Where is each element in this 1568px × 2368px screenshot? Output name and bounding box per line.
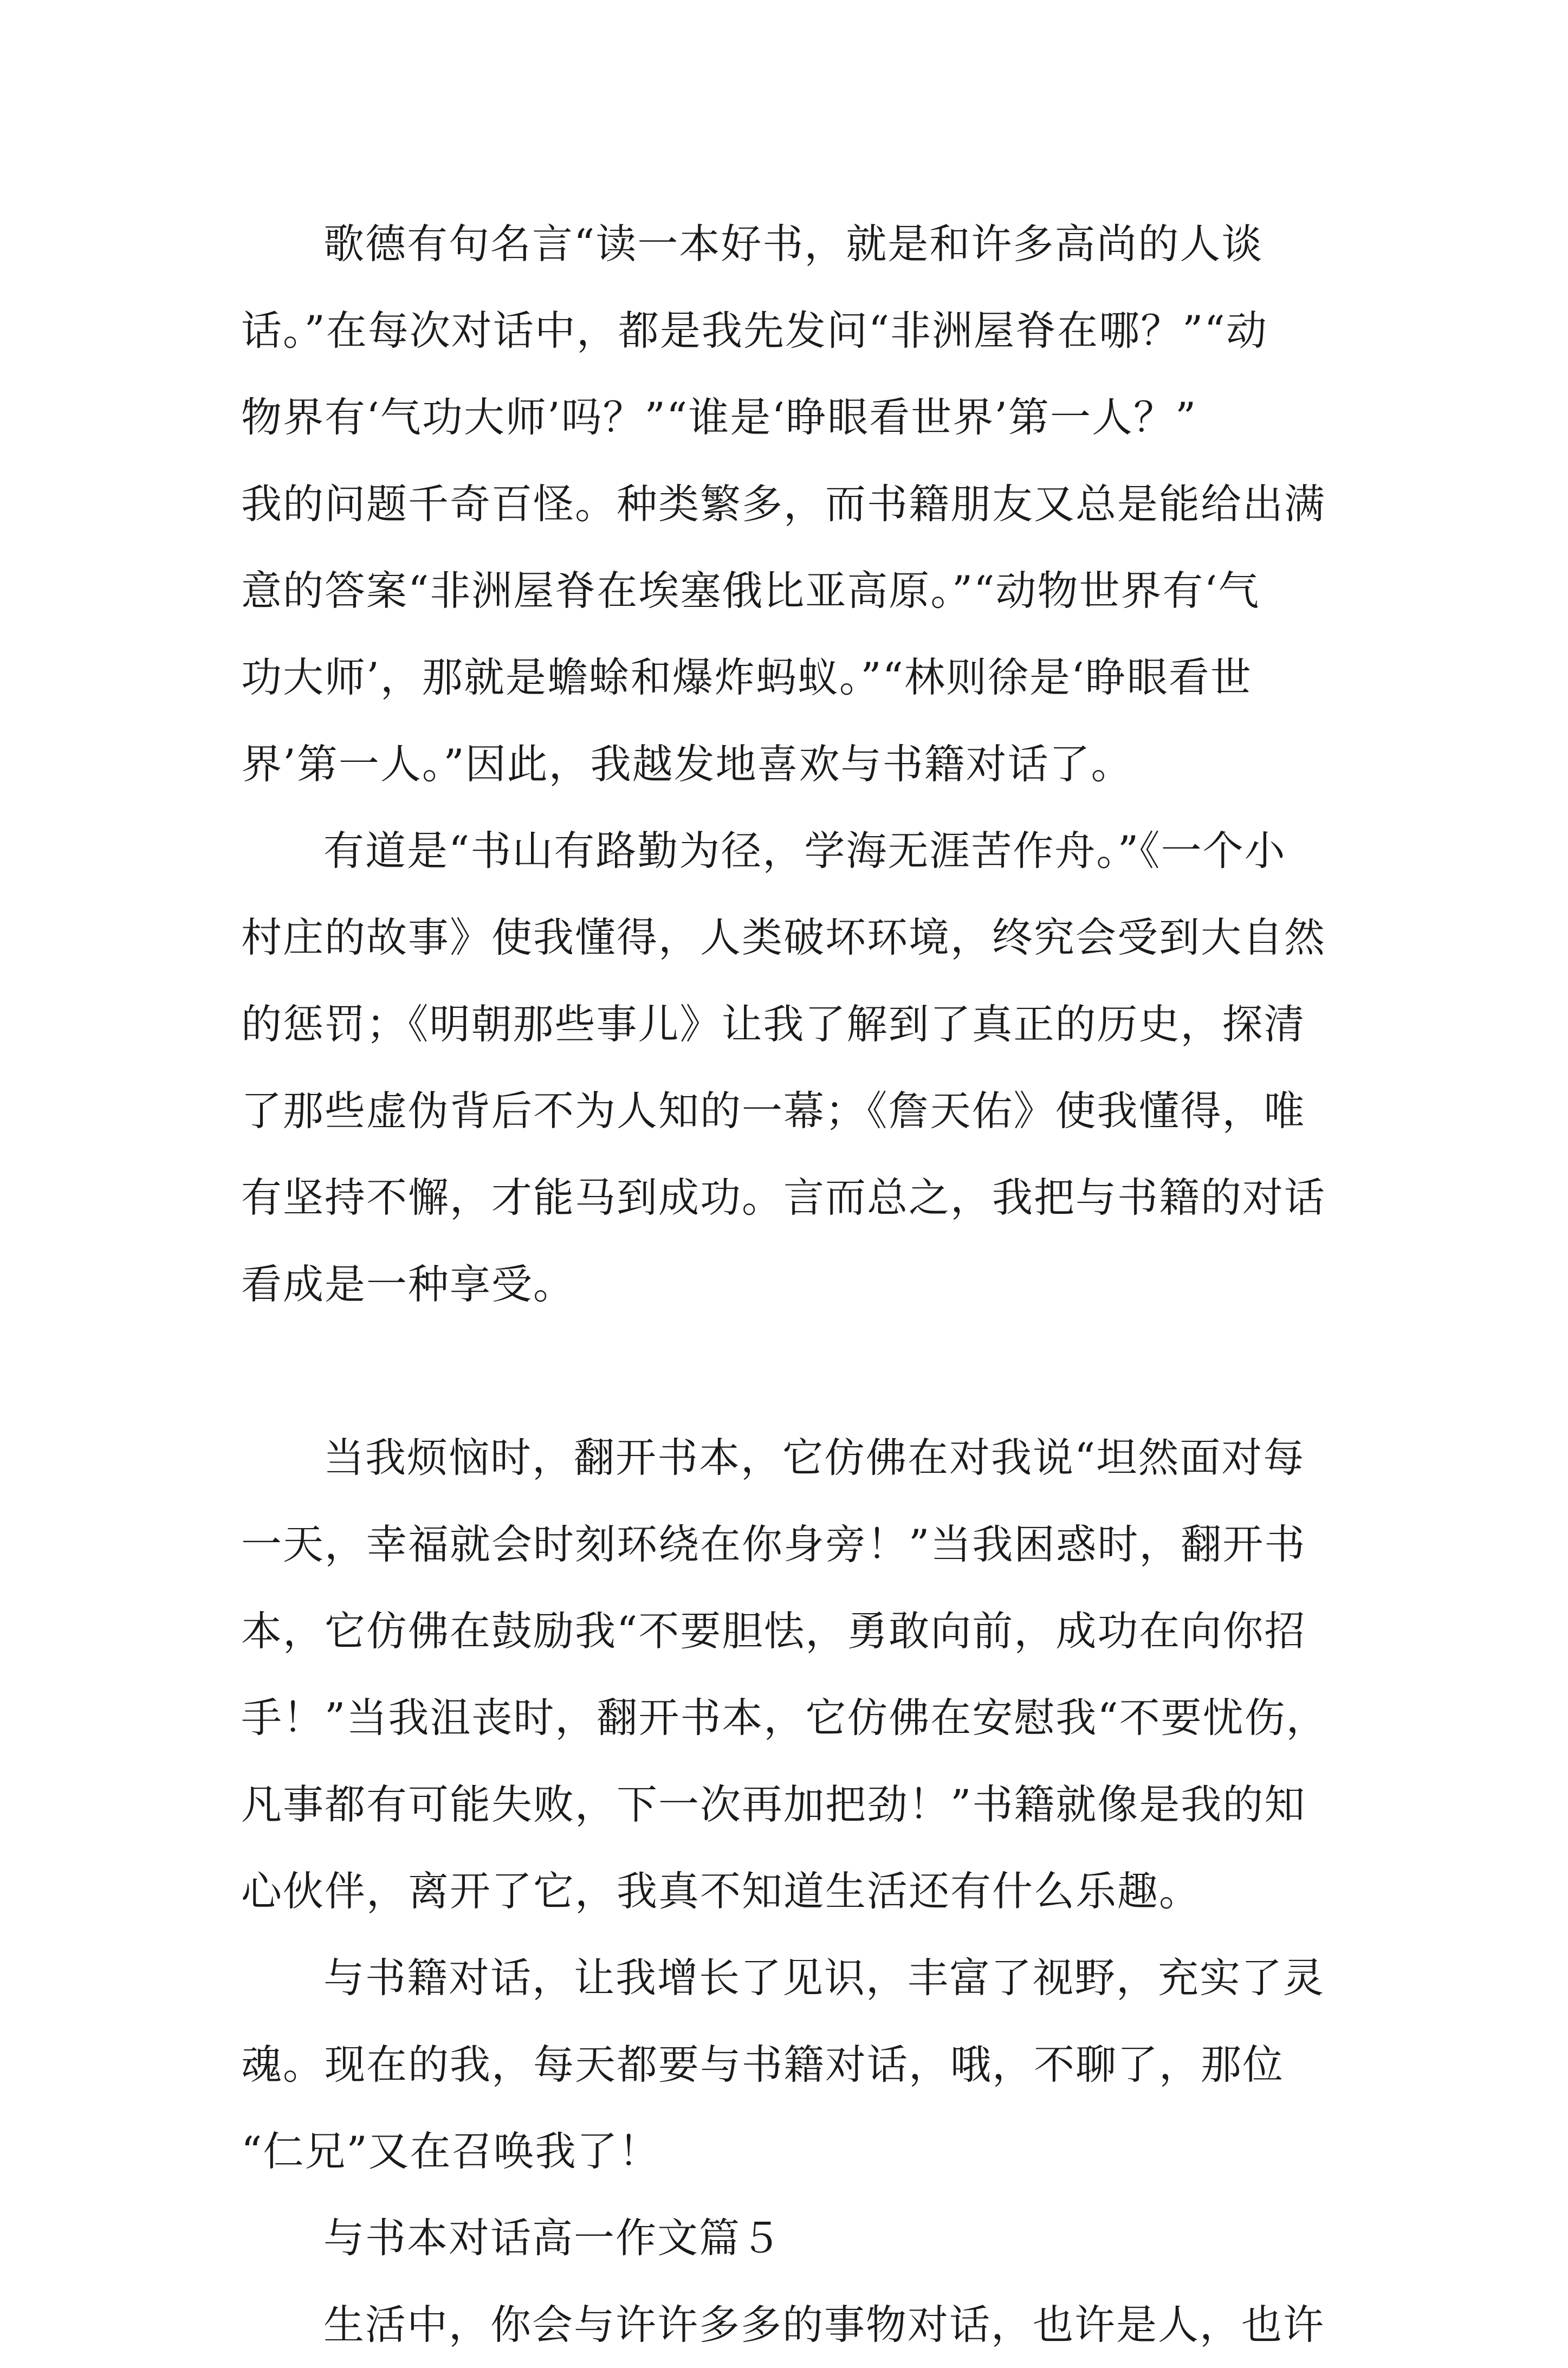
paragraph-goethe-quote: [241, 200, 1346, 807]
text-line: 功大师’，那就是蟾蜍和爆炸蚂蚁。”“林则徐是‘睁眼看世: [241, 654, 1252, 701]
text-line: 有道是“书山有路勤为径，学海无涯苦作舟。”《一个小: [323, 827, 1286, 875]
text-line: 话。”在每次对话中，都是我先发问“非洲屋脊在哪？”“动: [241, 307, 1268, 354]
text-line: 村庄的故事》使我懂得，人类破坏环境，终究会受到大自然: [241, 914, 1326, 961]
paragraph-troubled-times: [241, 1414, 1346, 1934]
text-line: 一天，幸福就会时刻环绕在你身旁！”当我困惑时，翻开书: [241, 1521, 1306, 1568]
text-line: 当我烦恼时，翻开书本，它仿佛在对我说“坦然面对每: [323, 1434, 1305, 1481]
text-line: “仁兄”又在召唤我了！: [241, 2127, 660, 2175]
paragraph-conclusion: [241, 1934, 1346, 2195]
paragraph-next-essay-start: [241, 2281, 1346, 2368]
text-line: 我的问题千奇百怪。种类繁多，而书籍朋友又总是能给出满: [241, 480, 1326, 528]
text-line: 与书籍对话，让我增长了见识，丰富了视野，充实了灵: [323, 1954, 1325, 2002]
text-line: 物界有‘气功大师’吗？”“谁是‘睁眼看世界’第一人？”: [241, 393, 1197, 441]
text-line: 歌德有句名言“读一本好书，就是和许多高尚的人谈: [323, 220, 1264, 268]
paragraph-book-mountain: [241, 807, 1346, 1414]
text-line: 看成是一种享受。: [241, 1260, 575, 1308]
text-line: 凡事都有可能失败，下一次再加把劲！”书籍就像是我的知: [241, 1781, 1306, 1828]
text-line: 界’第一人。”因此，我越发地喜欢与书籍对话了。: [241, 740, 1133, 788]
essay-body: [241, 200, 1346, 2368]
text-line: 心伙伴，离开了它，我真不知道生活还有什么乐趣。: [241, 1867, 1201, 1915]
text-line: 的惩罚；《明朝那些事儿》让我了解到了真正的历史，探清: [241, 1000, 1306, 1048]
text-line: 生活中，你会与许许多多的事物对话，也许是人，也许: [323, 2301, 1325, 2348]
text-line: 意的答案“非洲屋脊在埃塞俄比亚高原。”“动物世界有‘气: [241, 567, 1260, 614]
essay-title: 与书本对话高一作文篇５: [323, 2214, 783, 2262]
text-line: 了那些虚伪背后不为人知的一幕；《詹天佑》使我懂得，唯: [241, 1087, 1306, 1135]
text-line: 魂。现在的我，每天都要与书籍对话，哦，不聊了，那位: [241, 2041, 1285, 2088]
text-line: [241, 1328, 1346, 1414]
text-line: 手！”当我沮丧时，翻开书本，它仿佛在安慰我“不要忧伤，: [241, 1694, 1328, 1742]
text-line: 本，它仿佛在鼓励我“不要胆怯，勇敢向前，成功在向你招: [241, 1607, 1306, 1655]
text-line: 有坚持不懈，才能马到成功。言而总之，我把与书籍的对话: [241, 1174, 1326, 1221]
section-heading: [241, 2195, 1346, 2281]
